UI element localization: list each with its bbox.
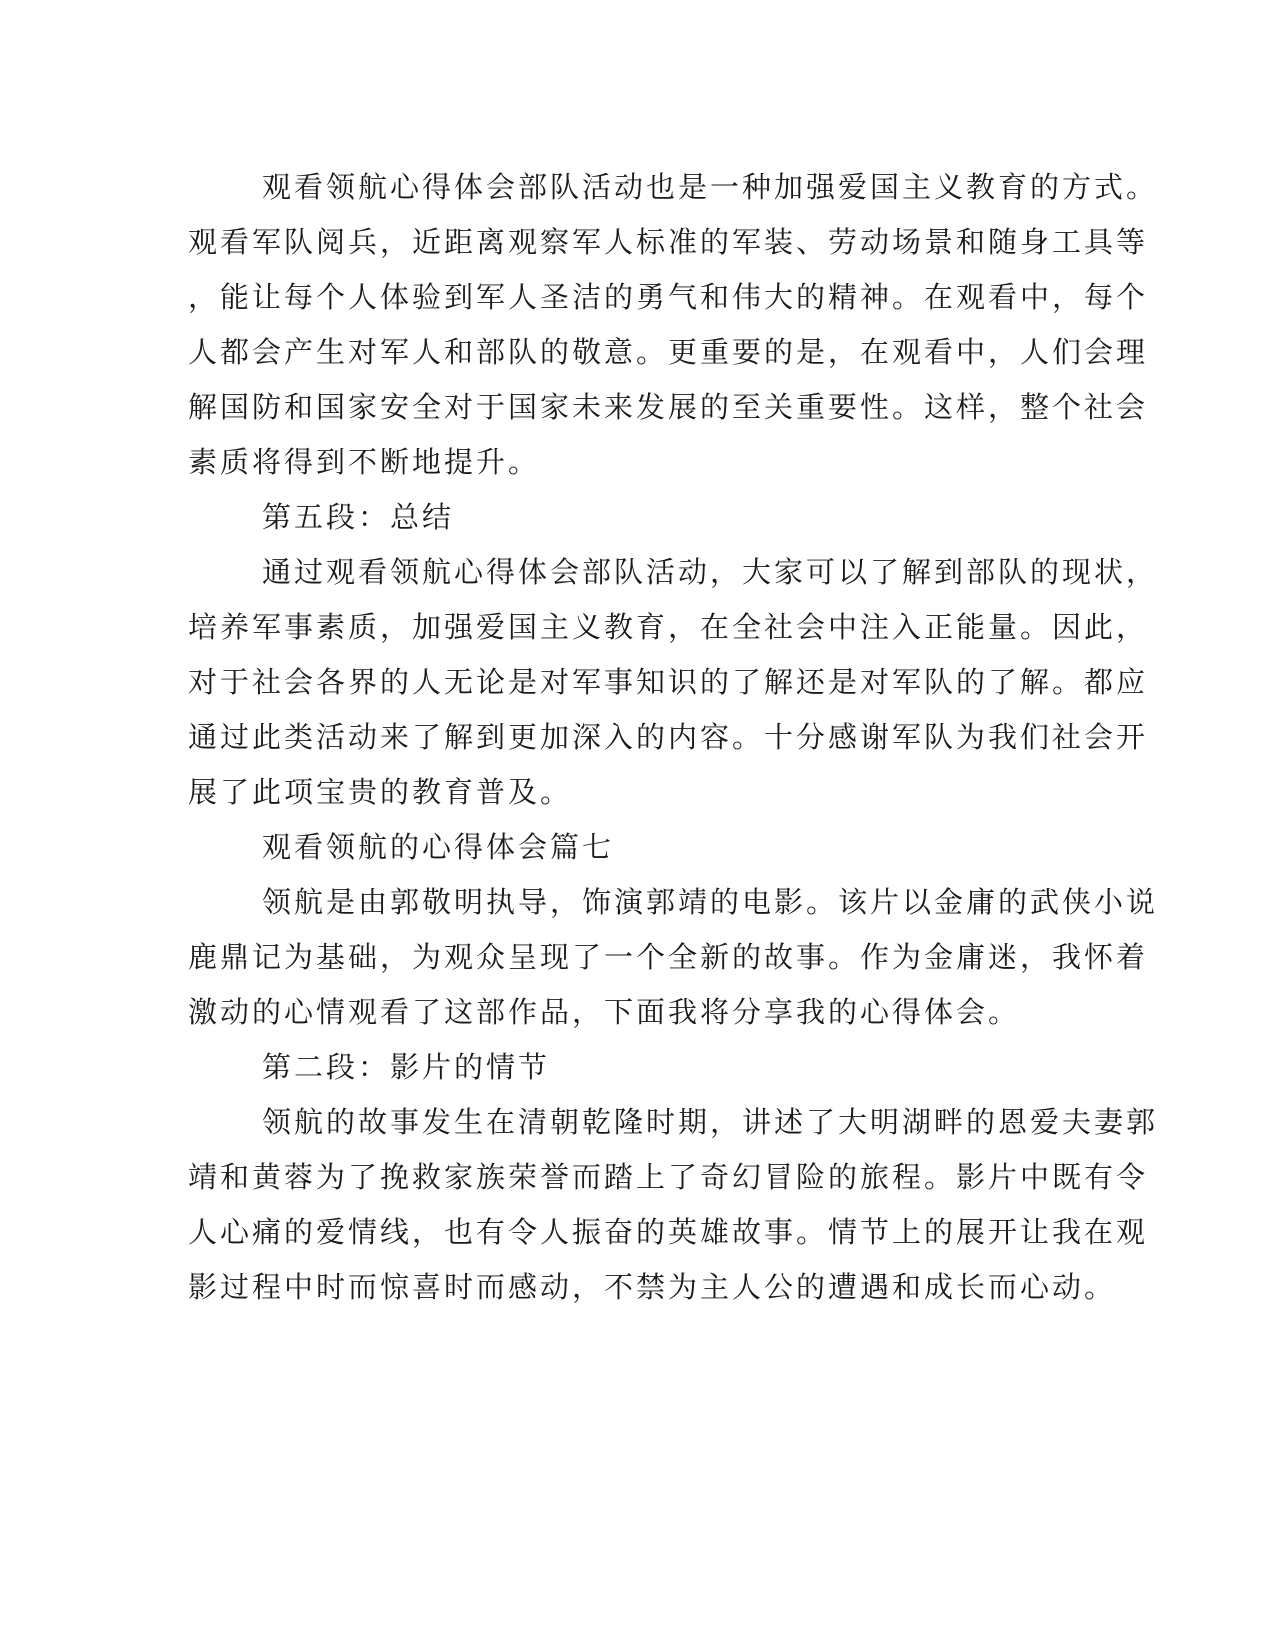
paragraph-line: 对于社会各界的人无论是对军事知识的了解还是对军队的了解。都应: [188, 665, 1149, 699]
paragraph-line: 激动的心情观看了这部作品，下面我将分享我的心得体会。: [188, 995, 1021, 1029]
paragraph-line: 通过观看领航心得体会部队活动，大家可以了解到部队的现状，: [262, 555, 1159, 589]
paragraph-line: 领航的故事发生在清朝乾隆时期，讲述了大明湖畔的恩爱夫妻郭: [262, 1105, 1159, 1139]
paragraph-line: ，能让每个人体验到军人圣洁的勇气和伟大的精神。在观看中，每个: [188, 280, 1149, 314]
paragraph-line: 领航是由郭敬明执导，饰演郭靖的电影。该片以金庸的武侠小说: [262, 885, 1159, 919]
paragraph-line: 培养军事素质，加强爱国主义教育，在全社会中注入正能量。因此，: [188, 610, 1149, 644]
paragraph-line: 人心痛的爱情线，也有令人振奋的英雄故事。情节上的展开让我在观: [188, 1215, 1149, 1249]
paragraph-line: 影过程中时而惊喜时而感动，不禁为主人公的遭遇和成长而心动。: [188, 1270, 1117, 1304]
paragraph-line: 解国防和国家安全对于国家未来发展的至关重要性。这样，整个社会: [188, 390, 1149, 424]
paragraph-line: 展了此项宝贵的教育普及。: [188, 775, 573, 809]
paragraph-line: 鹿鼎记为基础，为观众呈现了一个全新的故事。作为金庸迷，我怀着: [188, 940, 1149, 974]
section-heading: 第五段：总结: [262, 500, 455, 534]
document-body: [188, 160, 1159, 1315]
paragraph-line: 观看军队阅兵，近距离观察军人标准的军装、劳动场景和随身工具等: [188, 225, 1149, 259]
paragraph-line: 人都会产生对军人和部队的敬意。更重要的是，在观看中，人们会理: [188, 335, 1149, 369]
paragraph-line: 观看领航心得体会部队活动也是一种加强爱国主义教育的方式。: [262, 170, 1159, 204]
paragraph-line: 靖和黄蓉为了挽救家族荣誉而踏上了奇幻冒险的旅程。影片中既有令: [188, 1160, 1149, 1194]
paragraph-line: 素质将得到不断地提升。: [188, 445, 541, 479]
article-title: 观看领航的心得体会篇七: [262, 830, 615, 864]
paragraph-line: 通过此类活动来了解到更加深入的内容。十分感谢军队为我们社会开: [188, 720, 1149, 754]
section-heading: 第二段：影片的情节: [262, 1050, 551, 1084]
